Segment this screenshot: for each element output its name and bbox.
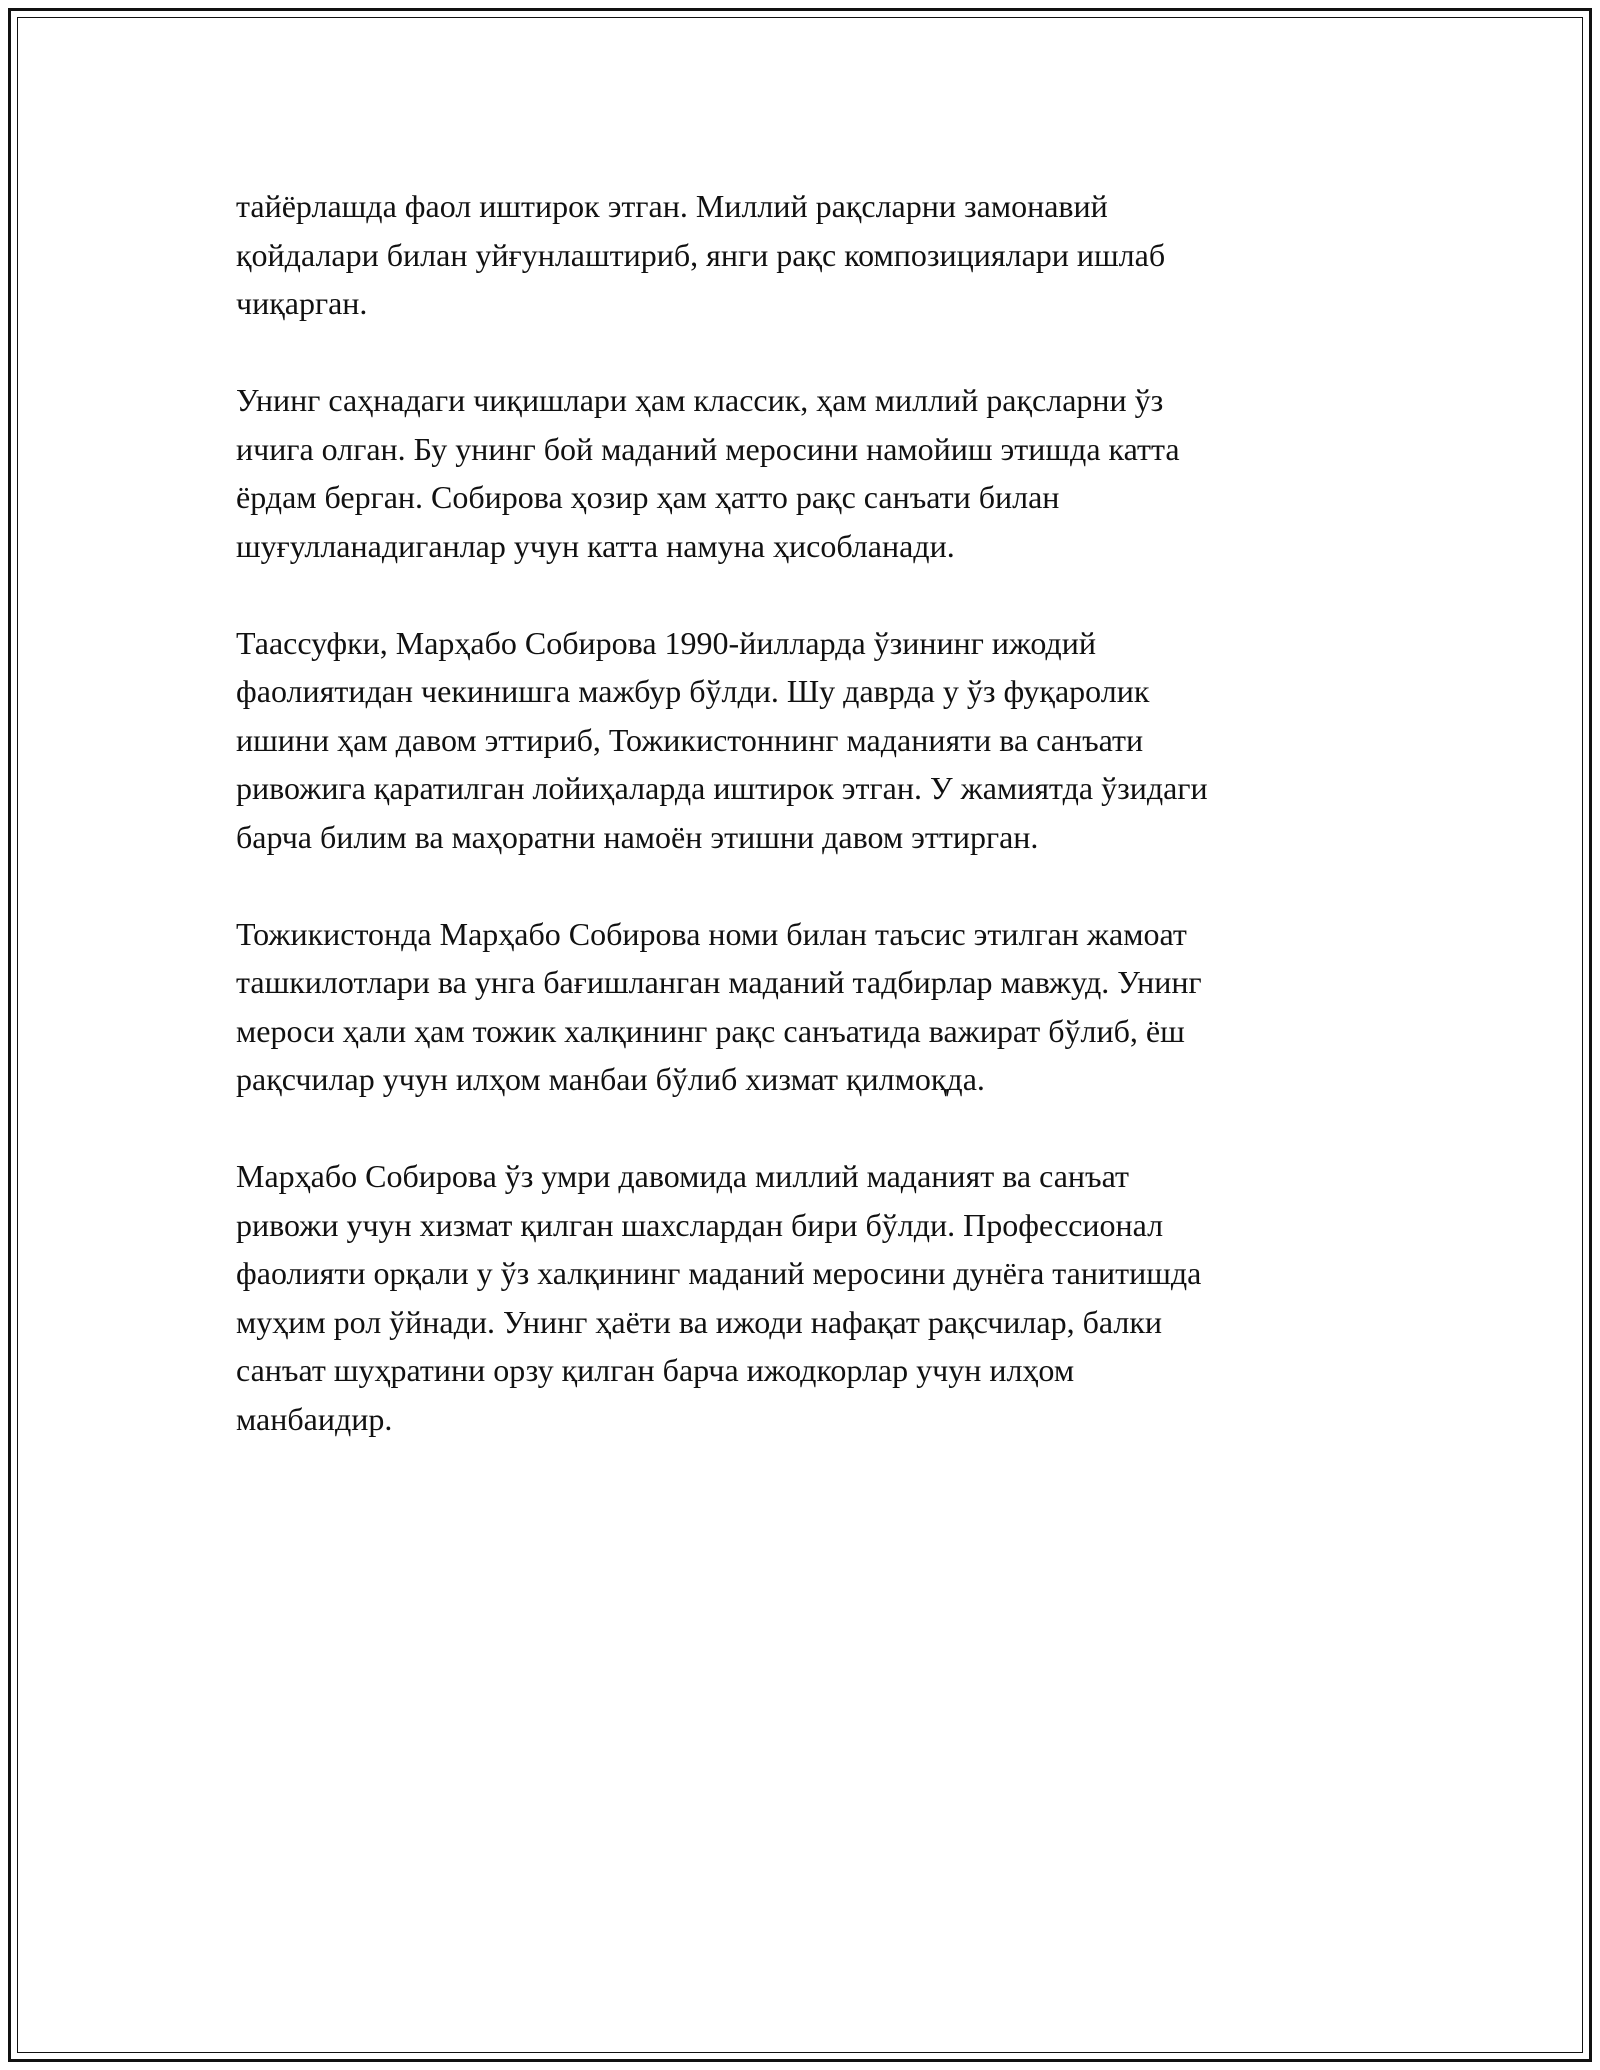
text-line: Марҳабо Собирова ўз умри давомида миллий маданият ва санъат (236, 1158, 1129, 1194)
text-line: ичига олган. Бу унинг бой маданий меросини намойиш этишда катта (236, 430, 1180, 467)
text-line: ривожи учун хизмат қилган шахслардан бири бўлди. Профессионал (236, 1206, 1164, 1243)
text-line: ривожига қаратилган лойиҳаларда иштирок этган. У жамиятда ўзидаги (236, 770, 1208, 806)
document-body (236, 182, 1386, 1492)
text-line: фаолияти орқали у ўз халқининг маданий меросини дунёга танитишда (236, 1255, 1202, 1291)
paragraph-5 (236, 1152, 1386, 1443)
text-line: санъат шуҳратини орзу қилган барча ижодкорлар учун илҳом (236, 1352, 1075, 1388)
text-line: рақсчилар учун илҳом манбаи бўлиб хизмат қилмоқда. (236, 1061, 985, 1097)
text-line: мероси ҳали ҳам тожик халқининг рақс санъатида важират бўлиб, ёш (236, 1012, 1185, 1049)
text-line: чиқарган. (236, 285, 368, 321)
paragraph-1 (236, 182, 1386, 328)
text-line: манбаидир. (236, 1400, 393, 1437)
paragraph-3 (236, 619, 1386, 862)
text-line: фаолиятидан чекинишга мажбур бўлди. Шу даврда у ўз фуқаролик (236, 673, 1150, 709)
text-line: қойдалари билан уйғунлаштириб, янги рақс композициялари ишлаб (236, 236, 1166, 273)
text-line: Таассуфки, Марҳабо Собирова 1990-йилларда ўзининг ижодий (236, 624, 1096, 661)
text-line: тайёрлашда фаол иштирок этган. Миллий рақсларни замонавий (236, 188, 1108, 224)
paragraph-2 (236, 376, 1386, 570)
text-line: барча билим ва маҳоратни намоён этишни давом эттирган. (236, 818, 1039, 855)
text-line: муҳим рол ўйнади. Унинг ҳаёти ва ижоди нафақат рақсчилар, балки (236, 1303, 1162, 1340)
paragraph-4 (236, 910, 1386, 1104)
text-line: ёрдам берган. Собирова ҳозир ҳам ҳатто рақс санъати билан (236, 479, 1060, 515)
text-line: ташкилотлари ва унга бағишланган маданий тадбирлар мавжуд. Унинг (236, 964, 1202, 1000)
text-line: ишини ҳам давом эттириб, Тожикистоннинг маданияти ва санъати (236, 721, 1144, 758)
text-line: Тожикистонда Марҳабо Собирова номи билан таъсис этилган жамоат (236, 915, 1187, 952)
text-line: шуғулланадиганлар учун катта намуна ҳисобланади. (236, 527, 955, 564)
text-line: Унинг саҳнадаги чиқишлари ҳам классик, ҳам миллий рақсларни ўз (236, 382, 1164, 418)
